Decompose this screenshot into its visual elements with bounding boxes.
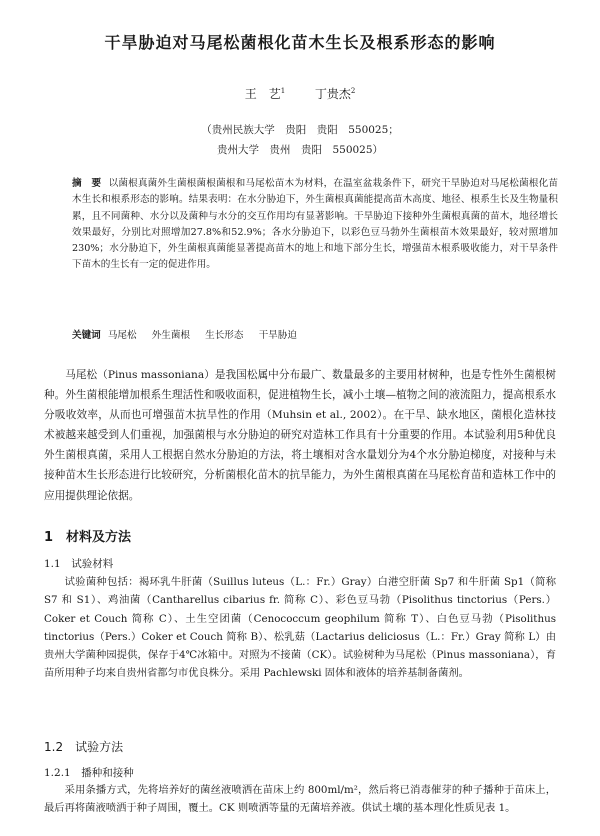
methods-paragraph: 采用条播方式，先将培养好的菌丝液喷洒在苗床上约 800ml/m²，然后将已消毒催芽的种子播种于苗床上，最后再将菌液喷洒于种子周围，覆土。CK 则喷洒等量的无菌培养液。供试土壤的基本理化性质见表 1。 <box>44 784 556 815</box>
abstract <box>72 176 558 274</box>
subsection-heading: 1.1 试验材料 <box>44 558 114 570</box>
paper-title: 干旱胁迫对马尾松菌根化苗木生长及根系形态的影响 <box>104 33 496 52</box>
author-name: 王 艺 <box>244 87 281 101</box>
keywords-label: 关键词 <box>72 330 101 341</box>
section-heading: 1 材料及方法 <box>44 530 132 545</box>
keyword: 生长形态 <box>205 330 244 341</box>
keyword: 马尾松 <box>107 330 137 341</box>
introduction-paragraph: 马尾松（Pinus massoniana）是我国松属中分布最广、数量最多的主要用材树种，也是专性外生菌根树种。外生菌根能增加根系生理活性和吸收面积，促进植物生长，减小土壤—植物之间的液流阻力，提高根系水分吸收效率，从而也可增强苗木抗旱性的作用（Muhsin et al., 2002）。在干旱、缺水地区，菌根化造林技术被越来越受到人们重视，加强菌根与水分胁迫的研究对造林工作具有十分重要的作用。本试验利用5种优良外生菌根真菌，采用人工根据自然水分胁迫的方法，将土壤相对含水量划分为4个水分胁迫梯度，对接种与未接种苗木生长形态进行比较研究，分析菌根化苗木的抗旱能力，为外生菌根真菌在马尾松育苗和造林工作中的应用提供理论依据。 <box>44 369 556 502</box>
abstract-label: 摘 要 <box>72 178 102 189</box>
keywords <box>72 327 558 341</box>
keyword: 干旱胁迫 <box>258 330 297 341</box>
keyword: 外生菌根 <box>151 330 191 341</box>
affiliation-line: （贵州民族大学 贵阳 贵阳 550025； <box>201 124 399 136</box>
affiliation-line: 贵州大学 贵州 贵阳 550025） <box>216 144 384 156</box>
subsection-heading: 1.2.1 播种和接种 <box>44 767 134 779</box>
author-affil-mark: 1 <box>280 87 286 95</box>
author-line <box>0 85 600 102</box>
subsection-heading: 1.2 试验方法 <box>44 740 124 754</box>
author-affil-mark: 2 <box>350 87 356 95</box>
author-name: 丁贵杰 <box>314 87 351 101</box>
abstract-text: 以菌根真菌外生菌根菌根菌根和马尾松苗木为材料，在温室盆栽条件下，研究干旱胁迫对马尾松菌根化苗木生长和根系形态的影响。结果表明：在水分胁迫下，外生菌根真菌能提高苗木高度、地径、根系生长及生物量积累，且不同菌种、水分以及菌种与水分的交互作用均有显著影响。干旱胁迫下接种外生菌根真菌的苗木，地径增长效果最好，分别比对照增加27.8%和52.9%；各水分胁迫下，以彩色豆马勃外生菌根苗木效果最好，较对照增加230%；水分胁迫下，外生菌根真菌能显著提高苗木的地上和地下部分生长，增强苗木根系吸收能力，对干旱条件下苗木的生长有一定的促进作用。 <box>72 178 558 271</box>
materials-paragraph: 试验菌种包括：褐环乳牛肝菌（Suillus luteus（L.：Fr.）Gray）白港空肝菌 Sp7 和牛肝菌 Sp1（简称 S7 和 S1）、鸡油菌（Cantharellus cibarius fr. 简称 C）、彩色豆马勃（Pisolithus tinctorius（Pers.）Coker et Couch 简称 C）、土生空团菌（Cenococcum geophilum 简称 T）、白色豆马勃（Pisolithus tinctorius（Pers.）Coker et Couch 简称 B）、松乳菇（Lactarius deliciosus（L.：Fr.）Gray 简称 L）由贵州大学菌种园提供，保存于4℃冰箱中。对照为不接菌（CK）。试验树种为马尾松（Pinus massoniana），育苗所用种子均来自贵州省都匀市优良株分。采用 Pachlewski 固体和液体的培养基制备菌剂。 <box>44 576 556 680</box>
